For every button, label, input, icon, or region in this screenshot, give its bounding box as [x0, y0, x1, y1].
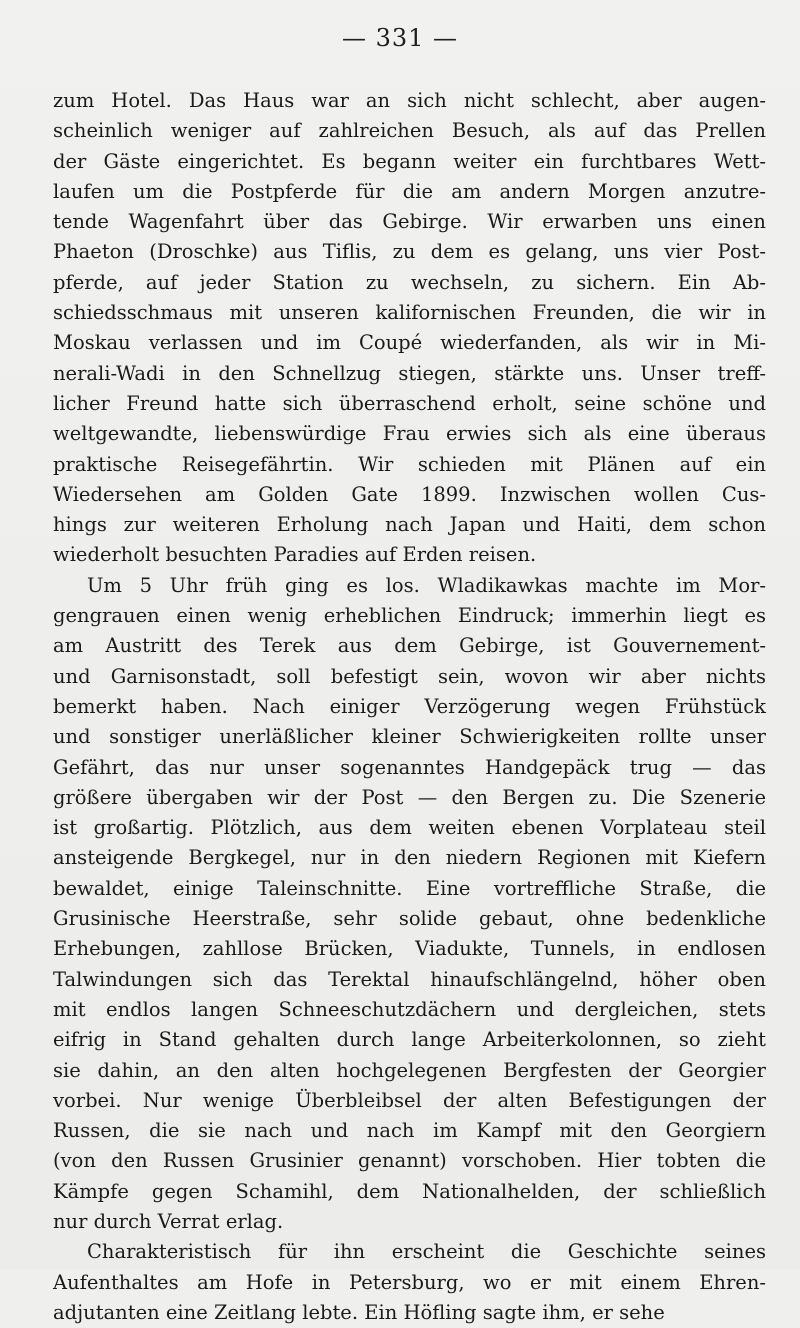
text-line: Erhebungen, zahllose Brücken, Viadukte, Tunnels, in endlosen [53, 937, 766, 961]
text-line: nerali-Wadi in den Schnellzug stiegen, stärkte uns. Unser treff- [53, 361, 766, 385]
text-line: bewaldet, einige Taleinschnitte. Eine vortreffliche Straße, die [53, 876, 766, 900]
text-line: zum Hotel. Das Haus war an sich nicht schlecht, aber augen- [53, 89, 766, 112]
text-line: und sonstiger unerläßlicher kleiner Schwierigkeiten rollte unser [53, 725, 766, 749]
text-line: Aufenthaltes am Hofe in Petersburg, wo er mit einem Ehren- [53, 1270, 766, 1294]
text-line: Kämpfe gegen Schamihl, dem Nationalhelden, der schließlich [53, 1179, 766, 1203]
text-line: Phaeton (Droschke) aus Tiflis, zu dem es gelang, uns vier Post- [53, 240, 766, 264]
text-line: mit endlos langen Schneeschutzdächern und dergleichen, stets [53, 997, 766, 1021]
text-line: der Gäste eingerichtet. Es begann weiter ein furchtbares Wett- [53, 149, 766, 173]
text-line: sie dahin, an den alten hochgelegenen Bergfesten der Georgier [53, 1058, 766, 1082]
text-line: gengrauen einen wenig erheblichen Eindruck; immerhin liegt es [53, 604, 766, 628]
text-line: nur durch Verrat erlag. [53, 1209, 284, 1233]
text-line: und Garnisonstadt, soll befestigt sein, wovon wir aber nichts [53, 664, 766, 688]
text-line: eifrig in Stand gehalten durch lange Arbeiterkolonnen, so zieht [53, 1028, 766, 1052]
paragraph [53, 86, 766, 571]
paragraph [53, 1237, 766, 1328]
text-line: weltgewandte, liebenswürdige Frau erwies sich als eine überaus [53, 422, 766, 446]
text-line: adjutanten eine Zeitlang lebte. Ein Höfling sagte ihm, er sehe [53, 1300, 665, 1324]
page-number: — 331 — [341, 24, 459, 52]
text-line: praktische Reisegefährtin. Wir schieden mit Plänen auf ein [53, 452, 766, 476]
text-line: ist großartig. Plötzlich, aus dem weiten ebenen Vorplateau steil [53, 816, 766, 840]
text-line: licher Freund hatte sich überraschend erholt, seine schöne und [53, 391, 766, 415]
text-line: laufen um die Postpferde für die am andern Morgen anzutre- [53, 179, 766, 203]
text-line: Moskau verlassen und im Coupé wiederfanden, als wir in Mi- [53, 331, 766, 355]
text-line: Um 5 Uhr früh ging es los. Wladikawkas machte im Mor- [87, 573, 766, 597]
text-line: Russen, die sie nach und nach im Kampf mit den Georgiern [53, 1119, 766, 1143]
paragraph [53, 571, 766, 1238]
text-line: (von den Russen Grusinier genannt) vorschoben. Hier tobten die [53, 1149, 766, 1173]
text-line: ansteigende Bergkegel, nur in den niedern Regionen mit Kiefern [53, 846, 766, 870]
text-line: größere übergaben wir der Post — den Bergen zu. Die Szenerie [53, 785, 766, 809]
text-line: bemerkt haben. Nach einiger Verzögerung wegen Frühstück [53, 694, 766, 718]
text-line: pferde, auf jeder Station zu wechseln, zu sichern. Ein Ab- [53, 270, 766, 294]
text-line: hings zur weiteren Erholung nach Japan und Haiti, dem schon [53, 513, 766, 537]
body-text [53, 86, 766, 1328]
text-line: Gefährt, das nur unser sogenanntes Handgepäck trug — das [53, 755, 766, 779]
text-line: tende Wagenfahrt über das Gebirge. Wir erwarben uns einen [53, 210, 766, 234]
text-line: schiedsschmaus mit unseren kalifornischen Freunden, die wir in [53, 301, 766, 325]
text-line: wiederholt besuchten Paradies auf Erden reisen. [53, 543, 537, 567]
text-line: scheinlich weniger auf zahlreichen Besuch, als auf das Prellen [53, 119, 766, 143]
text-line: vorbei. Nur wenige Überbleibsel der alten Befestigungen der [53, 1088, 766, 1112]
text-line: Grusinische Heerstraße, sehr solide gebaut, ohne bedenkliche [53, 907, 766, 931]
text-line: Talwindungen sich das Terektal hinaufschlängelnd, höher oben [53, 967, 766, 991]
text-line: Wiedersehen am Golden Gate 1899. Inzwischen wollen Cus- [53, 482, 766, 506]
text-line: Charakteristisch für ihn erscheint die Geschichte seines [87, 1240, 766, 1264]
text-line: am Austritt des Terek aus dem Gebirge, ist Gouvernement- [53, 634, 766, 658]
